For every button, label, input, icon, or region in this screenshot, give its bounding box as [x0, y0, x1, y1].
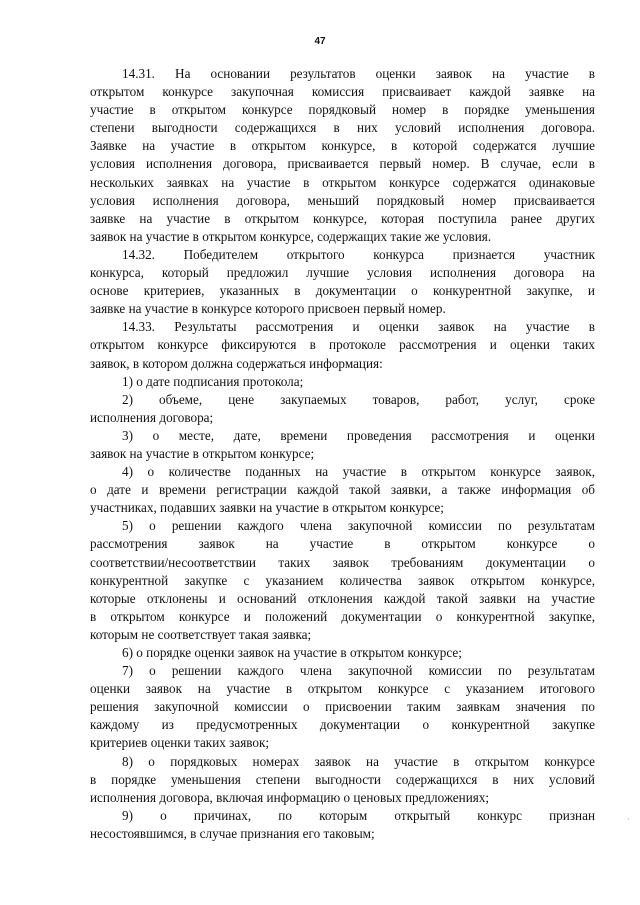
text-line: которые отклонены и оснований отклонения каждой такой заявки на участие — [90, 590, 595, 606]
text-line: которым не соответствует такая заявка; — [90, 626, 312, 642]
text-line: 7) о решении каждого члена закупочной комиссии по результатам — [122, 663, 595, 679]
text-line: решения закупочной комиссии о присвоении таким заявкам значения по — [90, 699, 595, 715]
text-line: исполнения договора, включая информацию о ценовых предложениях; — [90, 789, 490, 805]
text-line: в порядке уменьшения степени выгодности содержащихся в них условий — [90, 771, 595, 787]
text-line: в открытом конкурсе и положений документации о конкурентной закупке, — [90, 608, 595, 624]
text-line: 1) о дате подписания протокола; — [122, 373, 304, 389]
text-line: соответствии/несоответствии таких заявок требованиям документации о — [90, 554, 595, 570]
text-line: открытом конкурсе фиксируются в протоколе рассмотрения и оценки таких — [90, 337, 595, 353]
text-line: каждому из предусмотренных документации о конкурентной закупке — [90, 717, 595, 733]
text-line: заявок на участие в открытом конкурсе, содержащих такие же условия. — [90, 228, 492, 244]
text-line: 14.31. На основании результатов оценки заявок на участие в — [122, 66, 595, 81]
text-line: критериев оценки таких заявок; — [90, 735, 270, 751]
text-line: 2) объеме, цене закупаемых товаров, работ, услуг, сроке — [122, 391, 595, 407]
page-number: 47 — [314, 36, 326, 47]
document-body — [90, 65, 595, 843]
text-line: 5) о решении каждого члена закупочной комиссии по результатам — [122, 518, 595, 534]
text-line: условия исполнения договора, меньший порядковый номер присваивается — [90, 192, 595, 208]
text-line: конкурса, который предложил лучшие условия исполнения договора на — [90, 265, 595, 281]
text-line: оценки заявок на участие в открытом конкурсе с указанием итогового — [90, 681, 595, 697]
text-line: 8) о порядковых номерах заявок на участие в открытом конкурсе — [122, 753, 595, 769]
text-line: несостоявшимся, в случае признания его таковым; — [90, 825, 375, 841]
text-line: условия исполнения договора, присваивается первый номер. В случае, если в — [90, 156, 595, 172]
text-line: конкурентной закупке с указанием количества заявок открытом конкурсе, — [90, 572, 595, 588]
text-line: степени выгодности содержащихся в них условий исполнения договора. — [90, 120, 595, 136]
text-line: 3) о месте, дате, времени проведения рассмотрения и оценки — [122, 427, 595, 443]
text-line: Заявке на участие в открытом конкурсе, в которой содержатся лучшие — [90, 138, 595, 154]
text-line: 14.32. Победителем открытого конкурса признается участник — [122, 246, 595, 262]
text-line: открытом конкурсе закупочная комиссия присваивает каждой заявке на — [90, 84, 595, 100]
text-line: 9) о причинах, по которым открытый конкурс признан — [122, 807, 595, 823]
text-line: заявок, в котором должна содержаться информация: — [90, 355, 383, 371]
text-line: участие в открытом конкурсе порядковый номер в порядке уменьшения — [90, 102, 595, 118]
text-line: рассмотрения заявок на участие в открытом конкурсе о — [90, 536, 595, 552]
text-line: 6) о порядке оценки заявок на участие в открытом конкурсе; — [122, 645, 462, 660]
text-line: основе критериев, указанных в документации о конкурентной закупке, и — [90, 283, 595, 299]
text-line: исполнения договора; — [90, 409, 214, 425]
text-line: о дате и времени регистрации каждой такой заявки, а также информация об — [90, 482, 595, 498]
text-line: заявок на участие в открытом конкурсе; — [90, 445, 315, 461]
text-line: нескольких заявках на участие в открытом конкурсе содержатся одинаковые — [90, 174, 595, 190]
text-line: 4) о количестве поданных на участие в открытом конкурсе заявок, — [122, 464, 595, 480]
text-line: участниках, подавших заявки на участие в открытом конкурсе; — [90, 500, 444, 516]
text-line: 14.33. Результаты рассмотрения и оценки заявок на участие в — [122, 319, 595, 335]
text-line: заявке на участие в открытом конкурсе, которая поступила ранее других — [90, 210, 595, 226]
text-line: заявке на участие в конкурсе которого присвоен первый номер. — [90, 301, 446, 317]
margin-mark: · — [627, 815, 630, 824]
